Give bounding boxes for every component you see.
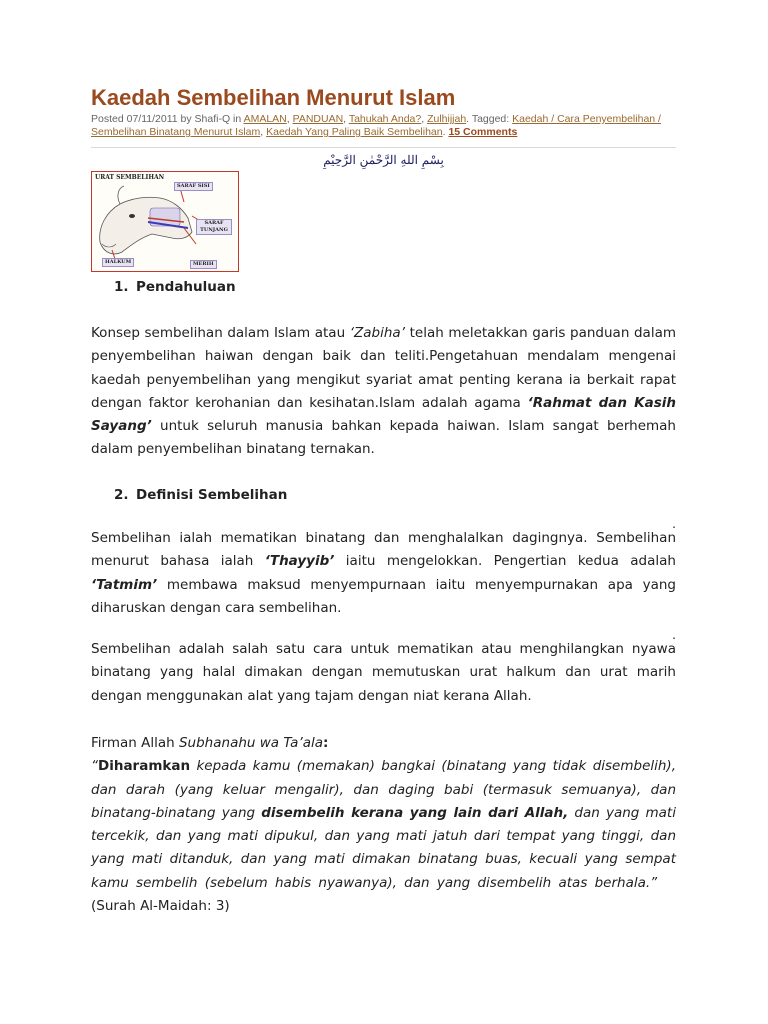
heading-number: 2. <box>114 487 129 503</box>
paragraph-firman <box>91 732 676 918</box>
text-run: membawa maksud menyempurnaan iaitu menyempurnakan apa yang diharuskan dengan cara sembelihan. <box>91 576 676 616</box>
heading-text: Definisi Sembelihan <box>136 487 288 503</box>
category-link-zulhijjah[interactable]: Zulhijjah <box>427 113 467 125</box>
text-run: Sembelihan ialah mematikan binatang dan menghalalkan dagingnya. Sembelihan menurut bahasa ialah <box>91 530 676 570</box>
heading-definisi <box>114 487 287 503</box>
text-bold-italic: ‘Rahmat dan Kasih Sayang’ <box>91 394 676 435</box>
paragraph-pendahuluan <box>91 322 676 462</box>
paragraph-marker: . <box>672 517 676 531</box>
post-meta: Posted 07/11/2011 by Shafi-Q in AMALAN, PANDUAN, Tahukah Anda?, Zulhijjah. Tagged: Kaedah / Cara Penyembelihan / Sembelihan Binatang Menurut Islam, Kaedah Yang Paling Baik Sembelihan. 15 Comments <box>91 113 661 138</box>
heading-text: Pendahuluan <box>136 279 236 295</box>
text-bold: Diharamkan <box>98 758 191 775</box>
quote-source: (Surah Al-Maidah: 3) <box>91 898 230 915</box>
divider <box>91 147 676 148</box>
text-bold-italic: ‘Thayyib’ <box>264 553 335 570</box>
paragraph-marker: . <box>672 628 676 642</box>
quran-quote <box>91 758 676 890</box>
tag-link-kaedah-cara[interactable]: Kaedah / Cara Penyembelihan / Sembelihan Binatang Menurut Islam <box>91 113 661 138</box>
heading-number: 1. <box>114 279 129 295</box>
text-run: iaitu mengelokkan. Pengertian kedua adalah <box>334 553 676 570</box>
figure-tag-saraf-tunjang: SARAF TUNJANG <box>196 219 232 235</box>
text-bold-italic: disembelih kerana yang lain dari Allah, <box>261 804 569 821</box>
text-run: untuk seluruh manusia bahkan kepada haiwan. Islam sangat berhemah dalam penyembelihan binatang ternakan. <box>91 418 676 458</box>
figure-tag-merih: MERIH <box>190 260 217 269</box>
text-run: kepada kamu (memakan) bangkai (binatang yang tidak disembelih), dan darah (yang keluar mengalir), dan daging babi (termasuk semuanya), dan binatang-binatang yang <box>91 758 676 821</box>
figure-tag-saraf-sisi: SARAF SISI <box>174 182 213 191</box>
slaughter-diagram <box>91 171 239 272</box>
text-run: “ <box>91 758 98 775</box>
heading-pendahuluan <box>114 279 236 295</box>
text-run: dan yang mati tercekik, dan yang mati dipukul, dan yang mati jatuh dari tempat yang tinggi, dan yang mati ditanduk, dan yang mati dimakan binatang buas, kecuali yang sempat kamu sembelih (sebelum habis nyawanya), dan yang disembelih atas berhala.” <box>91 804 676 891</box>
tag-link-kaedah-paling-baik[interactable]: Kaedah Yang Paling Baik Sembelihan <box>266 126 443 138</box>
category-link-tahukah-anda[interactable]: Tahukah Anda? <box>348 113 422 125</box>
paragraph-definisi <box>91 527 676 620</box>
comments-link[interactable]: 15 Comments <box>448 126 518 138</box>
text-italic: Subhanahu wa Ta’ala <box>178 735 324 751</box>
category-link-amalan[interactable]: AMALAN <box>243 113 287 125</box>
paragraph-sembelihan: Sembelihan adalah salah satu cara untuk mematikan atau menghilangkan nyawa binatang yang halal dimakan dengan memutuskan urat halkum dan urat marih dengan menggunakan alat yang tajam dengan niat kerana Allah. <box>91 641 676 704</box>
text-italic: ‘Zabiha’ <box>349 325 405 341</box>
tagged-label: . Tagged: <box>466 113 513 125</box>
category-link-panduan[interactable]: PANDUAN <box>292 113 344 125</box>
text-run: Firman Allah <box>91 735 179 751</box>
figure-tag-halkum: HALKUM <box>102 258 134 267</box>
figure-title: URAT SEMBELIHAN <box>95 174 165 181</box>
text-run: Konsep sembelihan dalam Islam atau <box>91 325 350 341</box>
text-run: telah meletakkan garis panduan dalam penyembelihan haiwan dengan baik dan teliti.Pengetahuan mendalam mengenai kaedah penyembelihan yang mengikut syariat amat penting kerana ia berkait rapat dengan faktor kerohanian dan kesihatan.Islam adalah agama <box>91 325 676 411</box>
text-bold: : <box>323 735 329 751</box>
article-title[interactable]: Kaedah Sembelihan Menurut Islam <box>91 85 456 110</box>
posted-info: Posted 07/11/2011 by Shafi-Q in <box>91 113 244 125</box>
text-bold-italic: ‘Tatmim’ <box>91 576 158 593</box>
basmala: بِسْمِ اللهِ الرَّحْمٰنِ الرَّحِيْمِ <box>323 153 444 167</box>
article <box>91 84 676 272</box>
